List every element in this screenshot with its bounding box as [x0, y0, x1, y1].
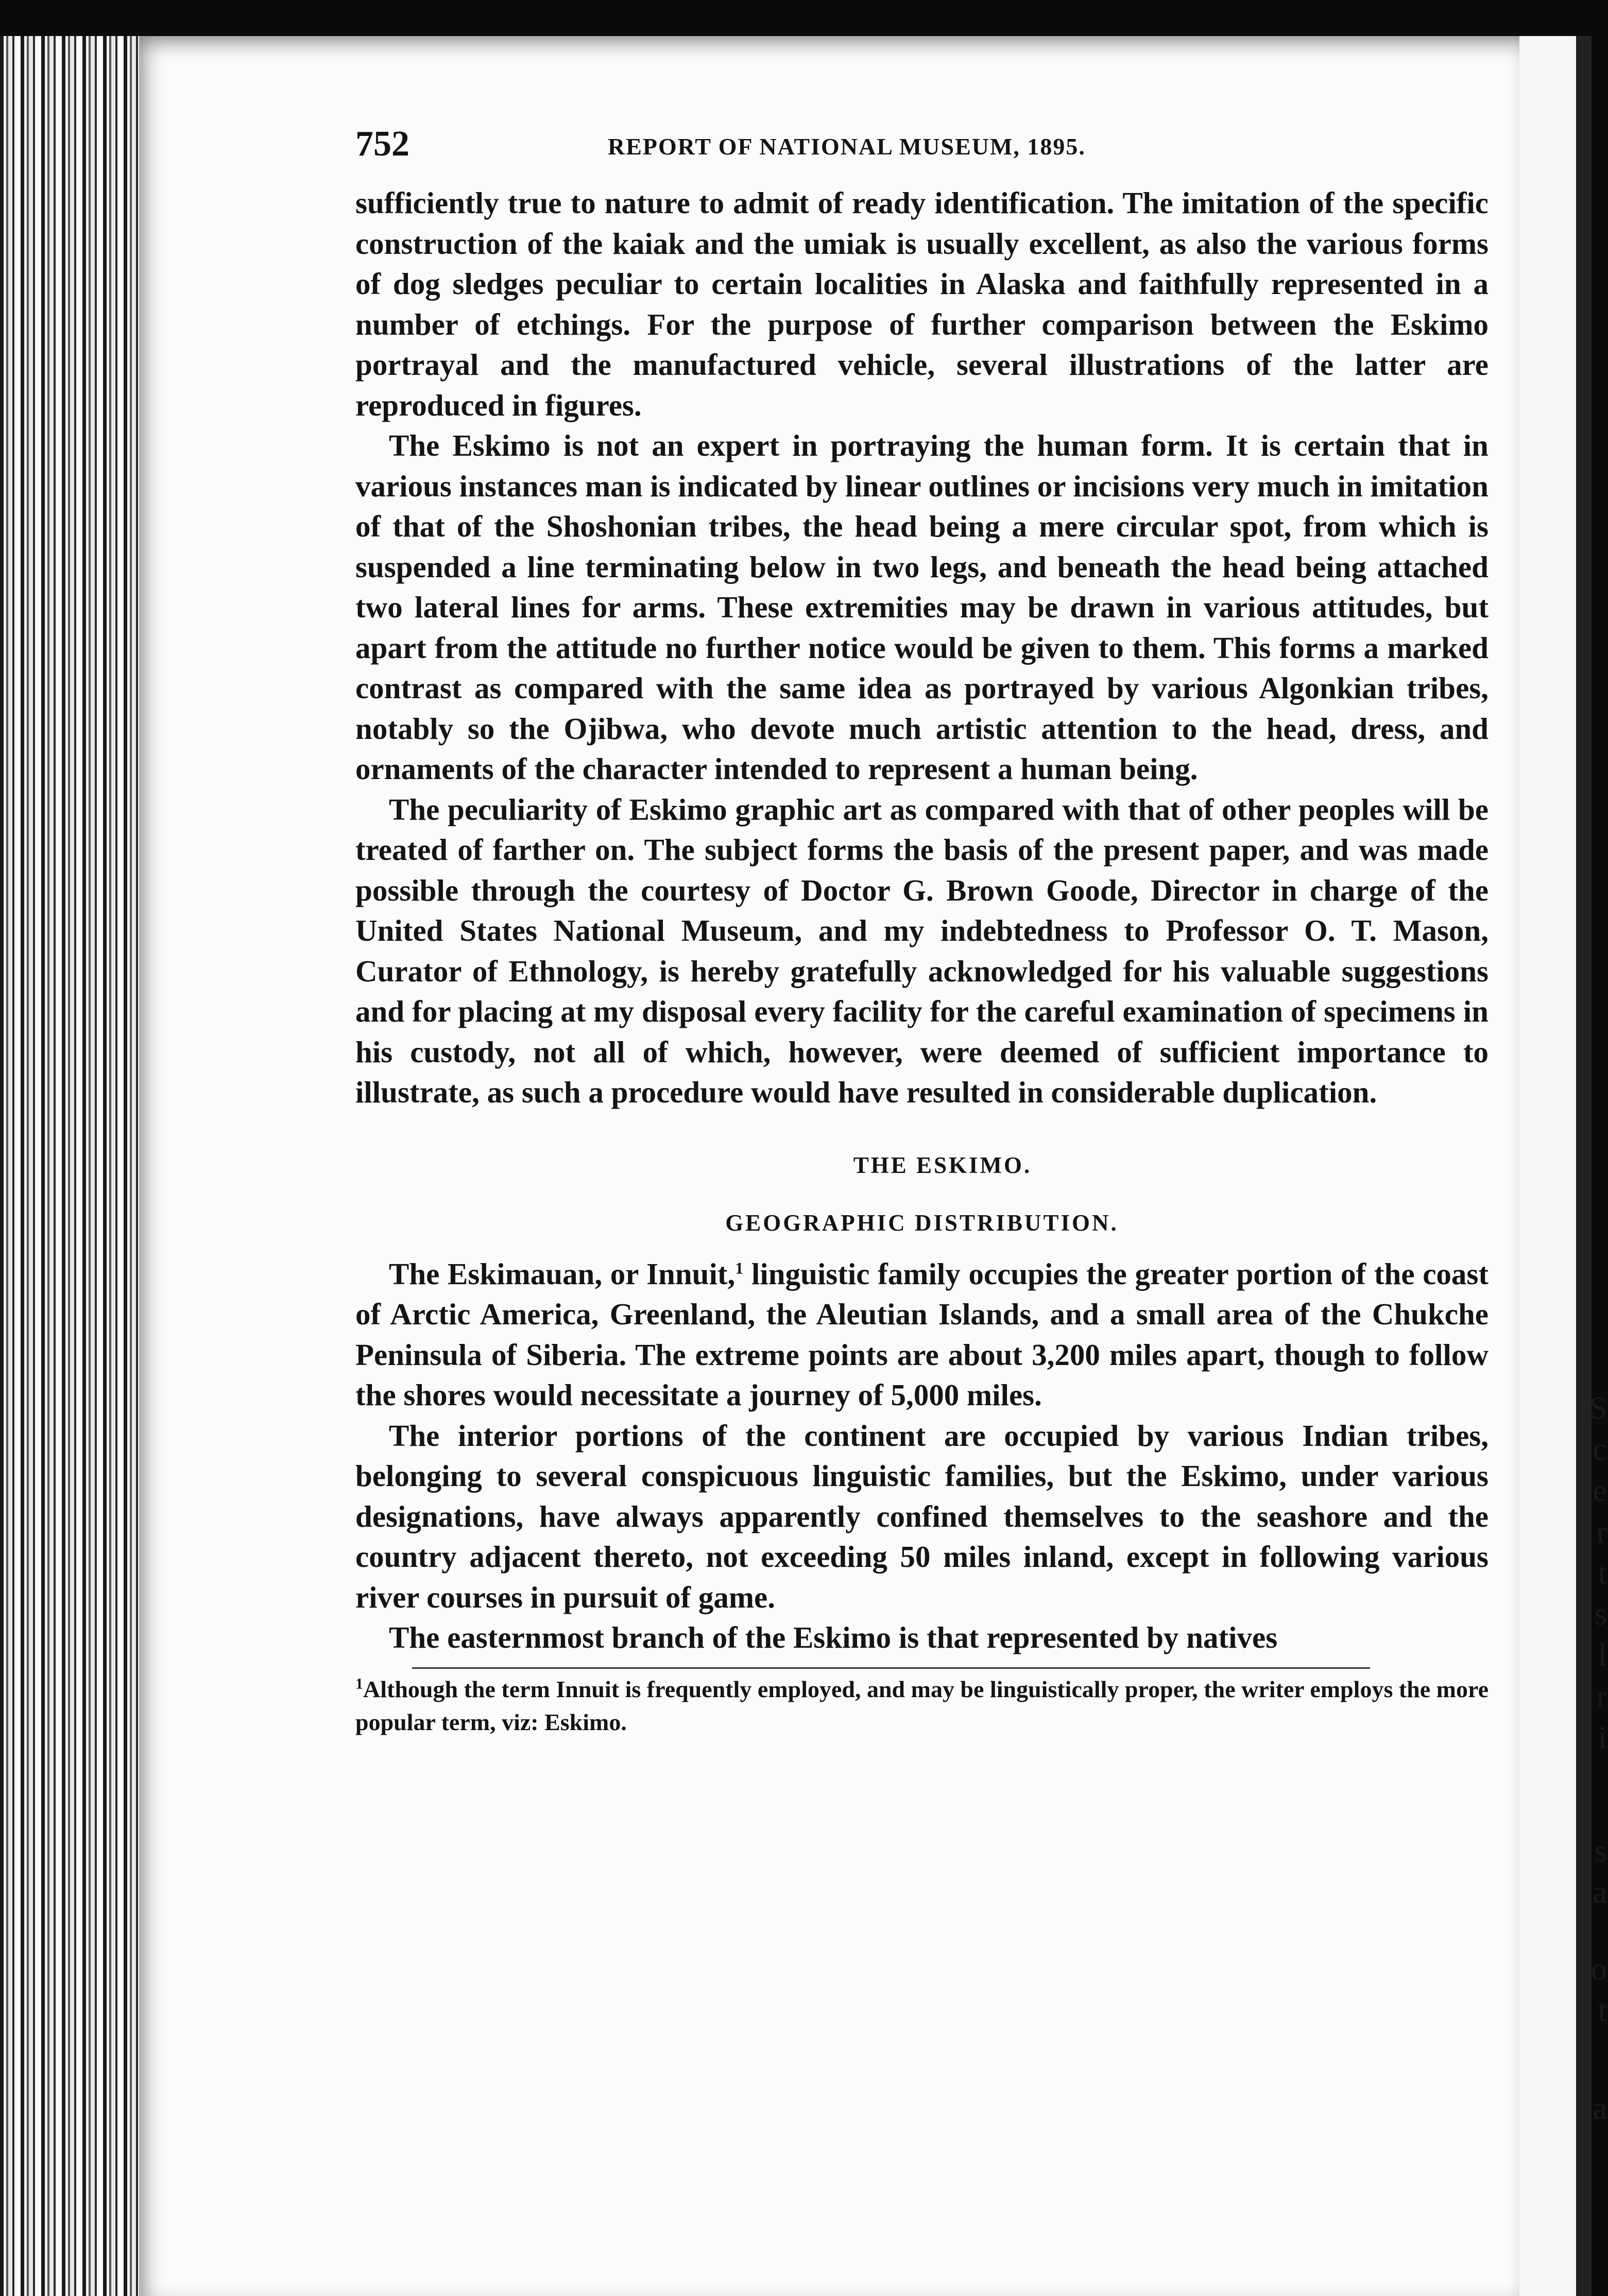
adjacent-letter: o	[1591, 1952, 1607, 1987]
paragraph-6: The easternmost branch of the Eskimo is that represented by natives	[389, 1620, 1278, 1654]
adjacent-letter: c	[1593, 1432, 1607, 1467]
running-head	[355, 121, 1489, 183]
adjacent-letter: a	[1593, 2091, 1607, 2126]
adjacent-letter: e	[1593, 1473, 1607, 1508]
page-number: 752	[355, 124, 409, 164]
adjacent-letter: S	[1589, 1391, 1607, 1426]
adjacent-letter: t	[1598, 1556, 1607, 1591]
book-binding-edge	[0, 36, 139, 2296]
text-block	[355, 121, 1489, 1739]
adjacent-letter: r	[1596, 1514, 1607, 1549]
footnote-divider	[412, 1667, 1370, 1669]
adjacent-letter: t	[1598, 1993, 1607, 2028]
footnote	[355, 1673, 1489, 1739]
paragraph-1: sufficiently true to nature to admit of ready identification. The imitation of the specific construction of the kaiak and the umiak is usually excellent, as also the various forms of dog sledges peculiar to certain localities in Alaska and faithfully represented in a number of etchings. For the purpose of further comparison between the Eskimo portrayal and the manufactured vehicle, several illustrations of the latter are reproduced in figures.	[355, 186, 1489, 422]
adjacent-letter: l	[1598, 1638, 1607, 1673]
adjacent-letter: s	[1594, 1597, 1607, 1632]
paragraph-4	[355, 1254, 1489, 1415]
section-heading: THE ESKIMO.	[853, 1152, 1032, 1178]
adjacent-letter: a	[1593, 1875, 1607, 1910]
running-title: REPORT OF NATIONAL MUSEUM, 1895.	[608, 133, 1086, 160]
footnote-reference: 1	[735, 1258, 744, 1277]
adjacent-letter: r	[1596, 1679, 1607, 1714]
footnote-marker: 1	[355, 1675, 363, 1693]
scan-border-top	[0, 0, 1608, 36]
adjacent-page-fragments	[1589, 0, 1608, 2296]
footnote-text: Although the term Innuit is frequently employed, and may be linguistically proper, the writer employs the more popular term, viz: Eskimo.	[355, 1676, 1489, 1735]
subsection-heading: GEOGRAPHIC DISTRIBUTION.	[725, 1210, 1119, 1236]
adjacent-letter: s	[1594, 1834, 1607, 1869]
paragraph-4-rest: linguistic family occupies the greater portion of the coast of Arctic America, Greenland, the Aleutian Islands, and a small area of the Chukche Peninsula of Siberia. The extreme points are about 3,200 miles apart, though to follow the shores would necessitate a journey of 5,000 miles.	[355, 1256, 1489, 1412]
adjacent-letter: i	[1598, 1720, 1607, 1755]
paragraph-3: The peculiarity of Eskimo graphic art as compared with that of other peoples will be treated of farther on. The subject forms the basis of the present paper, and was made possible through the courtesy of Doctor G. Brown Goode, Director in charge of the United States National Museum, and my indebtedness to Professor O. T. Mason, Curator of Ethnology, is hereby gratefully acknowledged for his valuable suggestions and for placing at my disposal every facility for the careful examination of specimens in his custody, not all of which, however, were deemed of sufficient importance to illustrate, as such a procedure would have resulted in considerable duplication.	[355, 792, 1489, 1109]
paragraph-2: The Eskimo is not an expert in portraying the human form. It is certain that in various instances man is indicated by linear outlines or incisions very much in imitation of that of the Shoshonian tribes, the head being a mere circular spot, from which is suspended a line terminating below in two legs, and beneath the head being attached two lateral lines for arms. These extremities may be drawn in various attitudes, but apart from the attitude no further notice would be given to them. This forms a marked contrast as compared with the same idea as portrayed by various Algonkian tribes, notably so the Ojibwa, who devote much artistic attention to the head, dress, and ornaments of the character intended to represent a human being.	[355, 428, 1489, 786]
paragraph-5: The interior portions of the continent are occupied by various Indian tribes, belonging to several conspicuous linguistic families, but the Eskimo, under various designations, have always apparently confined themselves to the seashore and the country adjacent thereto, not exceeding 50 miles inland, except in following various river courses in pursuit of game.	[355, 1418, 1489, 1614]
paragraph-4-start: The Eskimauan, or Innuit,	[389, 1256, 735, 1291]
